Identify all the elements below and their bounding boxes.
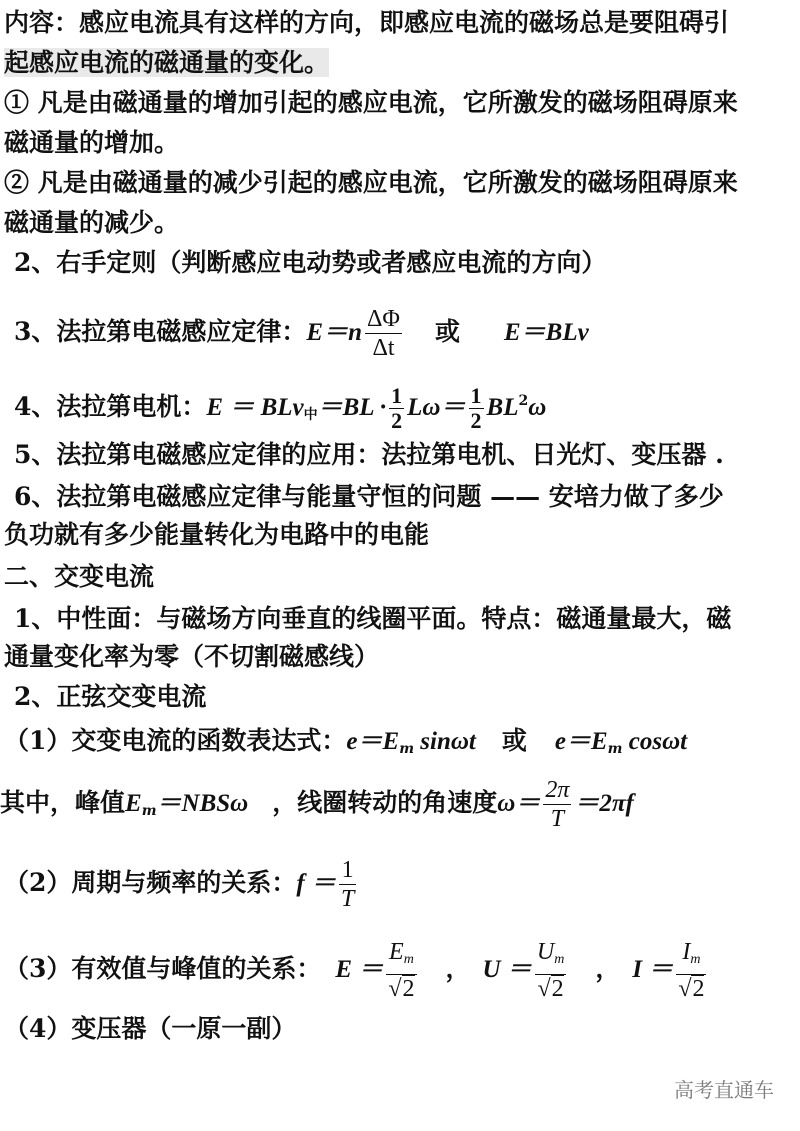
formula-text: f ＝ bbox=[296, 870, 336, 897]
period-frequency-line bbox=[4, 848, 794, 918]
text-line: 2、右手定则（判断感应电动势或者感应电流的方向） bbox=[14, 248, 607, 277]
sqrt: √2 bbox=[388, 976, 415, 1002]
fraction bbox=[339, 856, 356, 913]
fraction-denominator bbox=[676, 974, 706, 1003]
line-label: （2）周期与频率的关系： bbox=[4, 868, 297, 897]
formula-text: E ＝ BLv bbox=[206, 394, 304, 421]
text-line: 1、中性面：与磁场方向垂直的线圈平面。特点：磁通量最大，磁 bbox=[14, 604, 732, 633]
text-line: 6、法拉第电磁感应定律与能量守恒的问题 —— 安培力做了多少 bbox=[14, 482, 724, 511]
fraction-numerator: $U_m$ bbox=[536, 939, 565, 967]
faraday-law-line bbox=[14, 302, 794, 362]
text-line: ① 凡是由磁通量的增加引起的感应电流，它所激发的磁场阻碍原来 bbox=[4, 88, 738, 117]
text-line: 通量变化率为零（不切割磁感线） bbox=[4, 642, 380, 671]
text-line: 5、法拉第电磁感应定律的应用：法拉第电机、日光灯、变压器 . bbox=[14, 440, 724, 469]
peak-value-line bbox=[0, 768, 794, 838]
watermark: 高考直通车 bbox=[674, 1078, 774, 1102]
fraction bbox=[469, 384, 484, 433]
fraction-numerator: 1 bbox=[341, 857, 354, 883]
sqrt: √2 bbox=[537, 976, 564, 1002]
fraction-denominator: 2 bbox=[470, 408, 482, 433]
formula-text: ω bbox=[528, 394, 547, 421]
text-line bbox=[4, 48, 794, 78]
subscript: m bbox=[399, 741, 415, 757]
section-heading: 二、交变电流 bbox=[4, 562, 155, 591]
formula-text: U ＝ bbox=[482, 956, 532, 983]
formula-text: E bbox=[125, 790, 142, 817]
text-line: 磁通量的增加。 bbox=[4, 128, 180, 157]
comma: ， bbox=[595, 954, 621, 983]
fraction-numerator: 1 bbox=[470, 383, 482, 408]
formula-text: cosωt bbox=[622, 728, 688, 755]
fraction bbox=[535, 938, 566, 1003]
line-label: （1）交变电流的函数表达式： bbox=[4, 726, 347, 755]
formula-text: ＝NBSω bbox=[156, 790, 249, 817]
fraction-denominator bbox=[535, 974, 566, 1003]
fraction-denominator: 2 bbox=[391, 408, 403, 433]
formula-text: e＝E bbox=[554, 728, 608, 755]
highlighted-text: 起感应电流的磁通量的变化。 bbox=[4, 48, 330, 77]
formula-text: ω＝ bbox=[497, 790, 541, 817]
fraction-numerator: 2π bbox=[545, 777, 570, 803]
subscript: m bbox=[607, 741, 623, 757]
rms-line bbox=[4, 934, 794, 1004]
line-label: 3、法拉第电磁感应定律： bbox=[14, 317, 307, 346]
or-word: 或 bbox=[501, 726, 527, 755]
generator-line bbox=[14, 374, 794, 433]
formula-text: sinωt bbox=[414, 728, 476, 755]
superscript: 2 bbox=[518, 393, 529, 409]
fraction bbox=[543, 776, 571, 833]
line-label: （3）有效值与峰值的关系： bbox=[4, 954, 322, 983]
fraction-numerator: ΔΦ bbox=[367, 306, 400, 332]
ac-expression-line bbox=[4, 726, 794, 764]
formula-text: Lω＝ bbox=[407, 394, 466, 421]
fraction bbox=[365, 305, 402, 362]
formula-text: E＝BLv bbox=[504, 319, 589, 346]
subscript: 中 bbox=[303, 407, 318, 423]
formula-text: I ＝ bbox=[632, 956, 674, 983]
text-line: 内容：感应电流具有这样的方向，即感应电流的磁场总是要阻碍引 bbox=[4, 8, 730, 37]
fraction-denominator bbox=[386, 974, 416, 1003]
formula-text: E＝n bbox=[306, 319, 362, 346]
comma: ， bbox=[445, 954, 471, 983]
or-word: 或 bbox=[434, 317, 460, 346]
text-line: 负功就有多少能量转化为电路中的电能 bbox=[4, 520, 430, 549]
line-label: 4、法拉第电机： bbox=[14, 392, 207, 421]
fraction bbox=[386, 938, 416, 1003]
subscript: m bbox=[141, 803, 157, 819]
sqrt: √2 bbox=[678, 976, 705, 1002]
fraction-denominator: T bbox=[543, 804, 571, 833]
text-line: 2、正弦交变电流 bbox=[14, 682, 207, 711]
fraction bbox=[389, 384, 404, 433]
text-line: ② 凡是由磁通量的减少引起的感应电流，它所激发的磁场阻碍原来 bbox=[4, 168, 738, 197]
formula-text: ＝2πf bbox=[574, 790, 634, 817]
text-line: （4）变压器（一原一副） bbox=[4, 1014, 297, 1043]
formula-text: e＝E bbox=[346, 728, 400, 755]
formula-text: E ＝ bbox=[335, 956, 384, 983]
formula-text: BL bbox=[486, 394, 519, 421]
line-label: ，线圈转动的角速度 bbox=[272, 788, 498, 817]
formula-text: ＝BL · bbox=[317, 394, 387, 421]
fraction-denominator: T bbox=[340, 886, 355, 912]
line-label: 其中，峰值 bbox=[0, 788, 126, 817]
fraction-numerator: 1 bbox=[391, 383, 403, 408]
fraction bbox=[676, 938, 706, 1003]
text-line: 磁通量的减少。 bbox=[4, 208, 180, 237]
fraction-numerator: $E_m$ bbox=[389, 939, 414, 967]
fraction-denominator: Δt bbox=[365, 333, 402, 362]
fraction-numerator: $I_m$ bbox=[682, 939, 701, 967]
